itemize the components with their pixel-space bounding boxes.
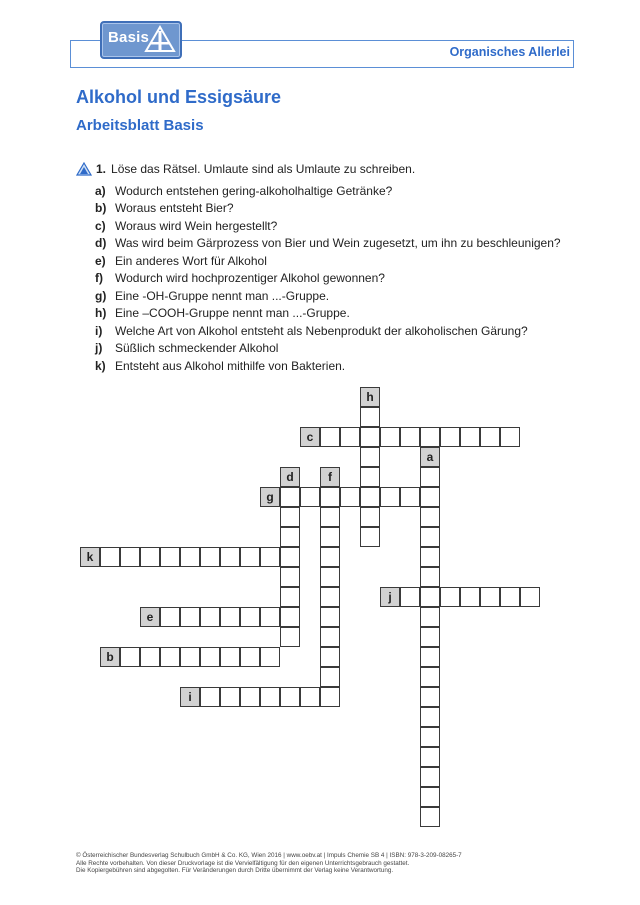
clue-key: h) [95,306,107,321]
clue-key: g) [95,288,107,303]
clue-text: Entsteht aus Alkohol mithilfe von Bakterien. [115,358,346,373]
crossword-cell[interactable] [280,627,300,647]
clue-text: Woraus entsteht Bier? [115,201,234,216]
crossword-cell[interactable] [320,507,340,527]
crossword-cell[interactable] [320,567,340,587]
clue-text: Woraus wird Wein hergestellt? [115,218,278,233]
clue-list [95,182,561,375]
clue-text: Ein anderes Wort für Alkohol [115,253,267,268]
crossword-cell[interactable] [420,567,440,587]
crossword-cell[interactable] [160,547,180,567]
clue-label-cell-g: g [260,487,280,507]
crossword-cell[interactable] [420,707,440,727]
clue-text: Was wird beim Gärprozess von Bier und Wein zugesetzt, um ihn zu beschleunigen? [115,236,561,251]
crossword-cell[interactable] [500,587,520,607]
crossword-cell[interactable] [120,647,140,667]
crossword-cell[interactable] [420,467,440,487]
crossword-cell[interactable] [180,607,200,627]
crossword-cell[interactable] [400,587,420,607]
crossword-cell[interactable] [400,487,420,507]
basis-logo [100,21,182,59]
clue-label-cell-c: c [300,427,320,447]
crossword-cell[interactable] [240,607,260,627]
triangle-logo-icon [144,25,176,53]
clue-item [95,357,561,375]
task-instruction: Löse das Rätsel. Umlaute sind als Umlaute zu schreiben. [111,162,416,176]
clue-key: j) [95,341,103,356]
crossword-cell[interactable] [200,547,220,567]
clue-key: i) [95,323,103,338]
crossword-cell[interactable] [420,527,440,547]
crossword-cell[interactable] [360,427,380,447]
crossword-cell[interactable] [520,587,540,607]
crossword-cell[interactable] [120,547,140,567]
crossword-cell[interactable] [420,787,440,807]
crossword-cell[interactable] [180,547,200,567]
crossword-cell[interactable] [280,547,300,567]
crossword-cell[interactable] [420,427,440,447]
crossword-cell[interactable] [260,547,280,567]
clue-key: k) [95,358,106,373]
crossword-cell[interactable] [420,587,440,607]
crossword-cell[interactable] [220,647,240,667]
crossword-cell[interactable] [420,807,440,827]
crossword-cell[interactable] [320,427,340,447]
crossword-cell[interactable] [300,487,320,507]
crossword-cell[interactable] [440,587,460,607]
crossword-cell[interactable] [420,687,440,707]
clue-key: c) [95,218,106,233]
crossword-cell[interactable] [280,507,300,527]
clue-text: Eine –COOH-Gruppe nennt man ...-Gruppe. [115,306,350,321]
crossword-cell[interactable] [460,587,480,607]
clue-key: d) [95,236,107,251]
crossword-cell[interactable] [140,647,160,667]
clue-item [95,270,561,288]
crossword-cell[interactable] [240,547,260,567]
crossword-cell[interactable] [240,687,260,707]
crossword-cell[interactable] [320,627,340,647]
crossword-cell[interactable] [260,607,280,627]
crossword-cell[interactable] [260,647,280,667]
clue-text: Eine -OH-Gruppe nennt man ...-Gruppe. [115,288,330,303]
crossword-cell[interactable] [160,647,180,667]
clue-item [95,217,561,235]
crossword-cell[interactable] [420,747,440,767]
clue-item [95,252,561,270]
clue-label-cell-j: j [380,587,400,607]
crossword-cell[interactable] [200,687,220,707]
crossword-cell[interactable] [440,427,460,447]
crossword-cell[interactable] [420,767,440,787]
clue-label-cell-k: k [80,547,100,567]
clue-label-cell-e: e [140,607,160,627]
crossword-cell[interactable] [220,607,240,627]
crossword-cell[interactable] [480,427,500,447]
crossword-cell[interactable] [420,667,440,687]
clue-key: f) [95,271,103,286]
crossword-cell[interactable] [320,647,340,667]
crossword-cell[interactable] [320,667,340,687]
crossword-cell[interactable] [320,487,340,507]
crossword-cell[interactable] [380,487,400,507]
logo-text: Basis [108,29,150,46]
clue-label-cell-b: b [100,647,120,667]
crossword-cell[interactable] [100,547,120,567]
crossword-cell[interactable] [420,647,440,667]
task-heading [76,162,415,176]
crossword-cell[interactable] [300,687,320,707]
crossword-cell[interactable] [420,547,440,567]
clue-item [95,322,561,340]
crossword-cell[interactable] [280,607,300,627]
clue-item [95,200,561,218]
crossword-cell[interactable] [380,427,400,447]
clue-item [95,340,561,358]
crossword-cell[interactable] [360,507,380,527]
crossword-cell[interactable] [320,607,340,627]
difficulty-triangle-icon [76,162,92,176]
footer-disclaimer: Die Kopiergebühren sind abgegolten. Für Veränderungen durch Dritte übernimmt der Verlag keine Verantwortung. [76,867,394,875]
crossword-cell[interactable] [320,547,340,567]
crossword-cell[interactable] [420,607,440,627]
crossword-cell[interactable] [180,647,200,667]
crossword-cell[interactable] [400,427,420,447]
crossword-cell[interactable] [280,567,300,587]
crossword-cell[interactable] [160,607,180,627]
footer-rights: Alle Rechte vorbehalten. Von dieser Druckvorlage ist die Vervielfältigung für den eigenen Unterrichtsgebrauch gestattet. [76,859,410,867]
clue-text: Wodurch wird hochprozentiger Alkohol gewonnen? [115,271,385,286]
crossword-cell[interactable] [360,447,380,467]
crossword-cell[interactable] [420,487,440,507]
crossword-cell[interactable] [420,727,440,747]
crossword-cell[interactable] [200,647,220,667]
clue-item [95,235,561,253]
footer-copyright: © Österreichischer Bundesverlag Schulbuch GmbH & Co. KG, Wien 2016 | www.oebv.at | Impuls Chemie SB 4 | ISBN: 978-3-209-08265-7 [76,852,462,859]
crossword-cell[interactable] [320,527,340,547]
clue-item [95,305,561,323]
clue-label-cell-h: h [360,387,380,407]
clue-label-cell-i: i [180,687,200,707]
crossword-cell[interactable] [360,527,380,547]
clue-text: Wodurch entstehen gering-alkoholhaltige Getränke? [115,183,393,198]
crossword-cell[interactable] [340,427,360,447]
footer [76,852,462,875]
crossword-cell[interactable] [360,407,380,427]
clue-key: a) [95,183,106,198]
clue-label-cell-d: d [280,467,300,487]
task-number: 1. [96,162,107,176]
section-title: Organisches Allerlei [449,45,570,59]
crossword-cell[interactable] [360,487,380,507]
clue-text: Süßlich schmeckender Alkohol [115,341,279,356]
crossword-cell[interactable] [280,487,300,507]
crossword-cell[interactable] [240,647,260,667]
crossword-cell[interactable] [340,487,360,507]
crossword-cell[interactable] [460,427,480,447]
crossword-cell[interactable] [360,467,380,487]
crossword-cell[interactable] [320,587,340,607]
crossword-cell[interactable] [260,687,280,707]
page-subtitle: Arbeitsblatt Basis [76,117,204,134]
clue-item [95,287,561,305]
crossword-cell[interactable] [320,687,340,707]
crossword-cell[interactable] [220,687,240,707]
clue-text: Welche Art von Alkohol entsteht als Nebenprodukt der alkoholischen Gärung? [115,323,528,338]
crossword-cell[interactable] [280,587,300,607]
clue-label-cell-a: a [420,447,440,467]
page-title: Alkohol und Essigsäure [76,87,282,107]
clue-key: e) [95,253,106,268]
crossword-cell[interactable] [200,607,220,627]
clue-label-cell-f: f [320,467,340,487]
clue-key: b) [95,201,107,216]
crossword-cell[interactable] [500,427,520,447]
crossword-cell[interactable] [420,507,440,527]
clue-item [95,182,561,200]
crossword-cell[interactable] [480,587,500,607]
crossword-cell[interactable] [420,627,440,647]
crossword-cell[interactable] [140,547,160,567]
crossword-cell[interactable] [280,687,300,707]
crossword-cell[interactable] [280,527,300,547]
crossword-cell[interactable] [220,547,240,567]
